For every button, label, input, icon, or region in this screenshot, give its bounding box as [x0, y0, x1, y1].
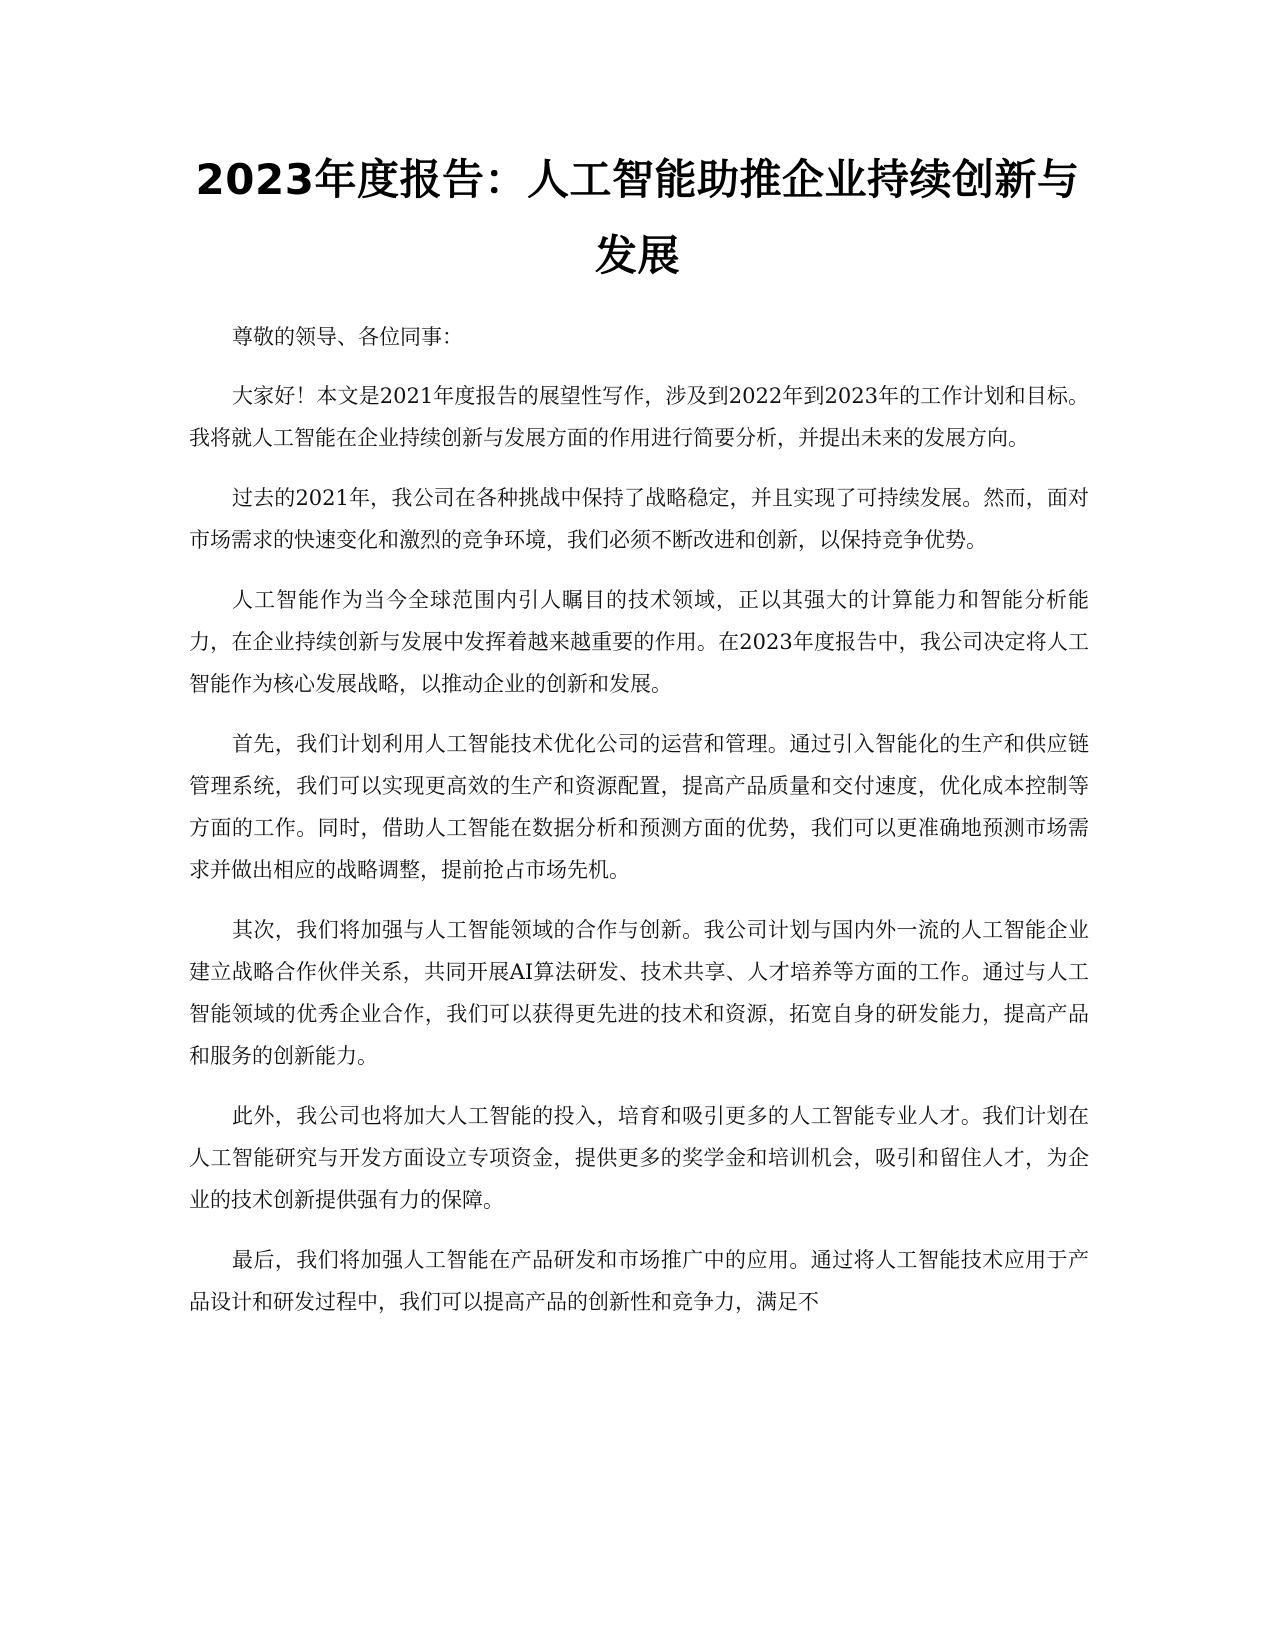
paragraph-cooperation: 其次，我们将加强与人工智能领域的合作与创新。我公司计划与国内外一流的人工智能企业建立战略合作伙伴关系，共同开展AI算法研发、技术共享、人才培养等方面的工作。通过与人工智能领域的优秀企业合作，我们可以获得更先进的技术和资源，拓宽自身的研发能力，提高产品和服务的创新能力。 [189, 918, 1089, 1068]
paragraph-ai-strategy: 人工智能作为当今全球范围内引人瞩目的技术领域，正以其强大的计算能力和智能分析能力，在企业持续创新与发展中发挥着越来越重要的作用。在2023年度报告中，我公司决定将人工智能作为核心发展战略，以推动企业的创新和发展。 [189, 588, 1089, 696]
paragraph-talent: 此外，我公司也将加大人工智能的投入，培育和吸引更多的人工智能专业人才。我们计划在人工智能研究与开发方面设立专项资金，提供更多的奖学金和培训机会，吸引和留住人才，为企业的技术创新提供强有力的保障。 [189, 1104, 1089, 1212]
paragraph-intro: 大家好！本文是2021年度报告的展望性写作，涉及到2022年到2023年的工作计划和目标。我将就人工智能在企业持续创新与发展方面的作用进行简要分析，并提出未来的发展方向。 [189, 384, 1089, 450]
document-body [189, 317, 1089, 1341]
paragraph-operations: 首先，我们计划利用人工智能技术优化公司的运营和管理。通过引入智能化的生产和供应链管理系统，我们可以实现更高效的生产和资源配置，提高产品质量和交付速度，优化成本控制等方面的工作。同时，借助人工智能在数据分析和预测方面的优势，我们可以更准确地预测市场需求并做出相应的战略调整，提前抢占市场先机。 [189, 732, 1089, 882]
paragraph-application: 最后，我们将加强人工智能在产品研发和市场推广中的应用。通过将人工智能技术应用于产品设计和研发过程中，我们可以提高产品的创新性和竞争力，满足不 [189, 1248, 1089, 1314]
paragraph-past-year: 过去的2021年，我公司在各种挑战中保持了战略稳定，并且实现了可持续发展。然而，面对市场需求的快速变化和激烈的竞争环境，我们必须不断改进和创新，以保持竞争优势。 [189, 486, 1089, 552]
document-title: 2023年度报告：人工智能助推企业持续创新与发展 [195, 155, 1080, 280]
greeting-line: 尊敬的领导、各位同事： [232, 325, 463, 349]
